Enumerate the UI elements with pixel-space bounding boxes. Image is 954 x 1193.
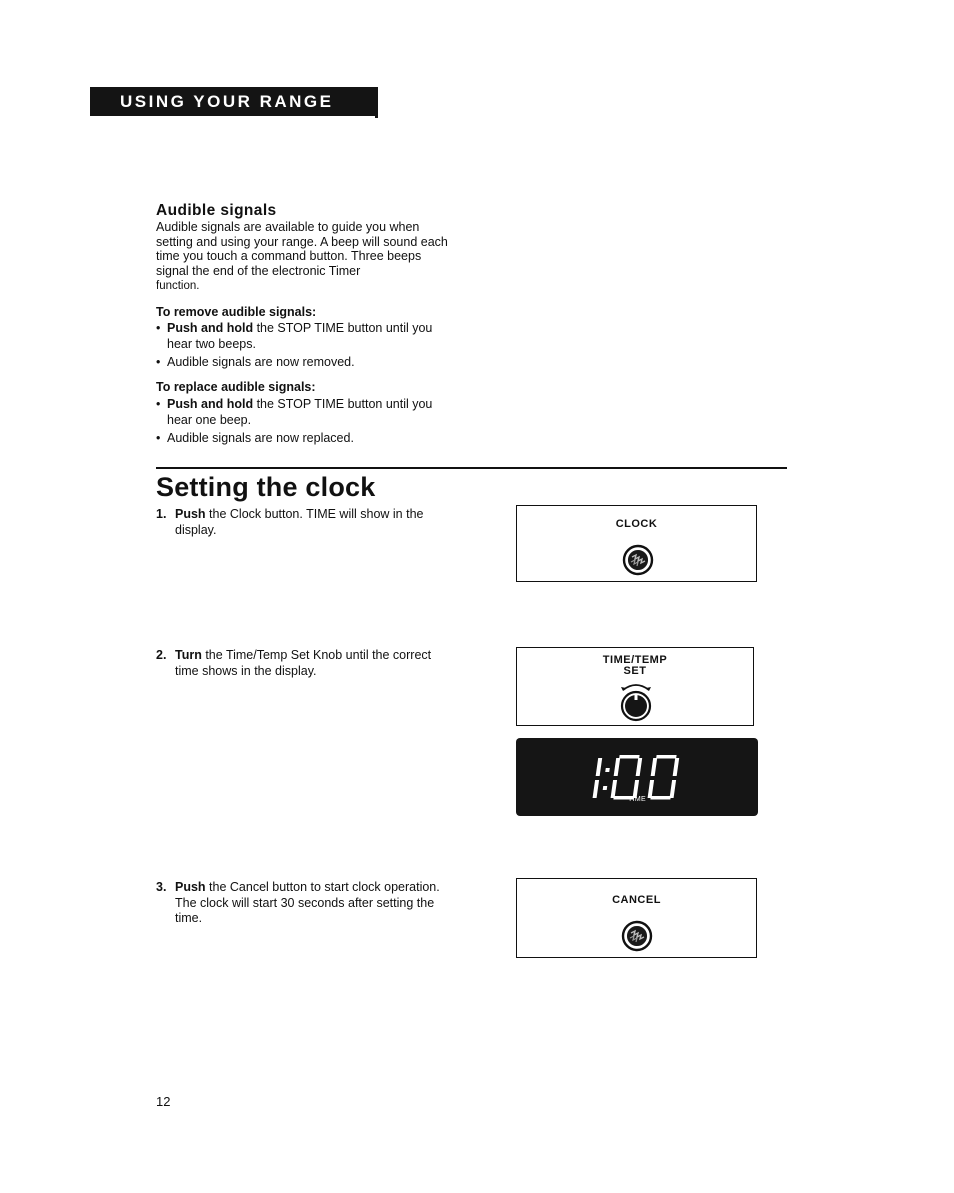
time-temp-set-knob[interactable] (617, 678, 655, 722)
step-1-number: 1. (156, 507, 167, 521)
replace-bullet-2 (156, 431, 456, 447)
banner-edge (375, 87, 378, 118)
audible-intro-text: Audible signals are available to guide you when setting and using your range. A beep will sound each time you touch a command button. Three beeps signal the end of the electronic Timer (156, 220, 448, 278)
display-digits (516, 738, 758, 802)
replace-bullet-1-text: the STOP TIME button until you hear one beep. (167, 397, 433, 427)
replace-bullet-1 (156, 397, 456, 428)
section-divider (156, 467, 787, 469)
step-3-bold: Push (175, 880, 206, 894)
cancel-label: CANCEL (612, 894, 661, 906)
bullet-glyph: • (156, 355, 161, 369)
replace-signals-heading: To replace audible signals: (156, 380, 316, 394)
clock-panel (516, 505, 757, 582)
step-1-bold: Push (175, 507, 206, 521)
cancel-panel (516, 878, 757, 958)
replace-bullet-1-bold: Push and hold (167, 397, 254, 411)
setting-clock-title: Setting the clock (156, 472, 376, 502)
step-2-number: 2. (156, 648, 167, 662)
cancel-button[interactable] (621, 920, 653, 952)
bullet-glyph: • (156, 397, 161, 411)
display-time-caption: TIME (628, 796, 646, 803)
replace-bullet-2-text: Audible signals are now replaced. (167, 431, 354, 445)
knob-label-line1: TIME/TEMP (602, 654, 668, 666)
bullet-glyph: • (156, 321, 161, 335)
step-1-text: the Clock button. TIME will show in the display. (175, 507, 424, 537)
remove-bullet-2-text: Audible signals are now removed. (167, 355, 355, 369)
step-2 (156, 648, 456, 679)
step-3 (156, 880, 456, 927)
section-banner: USING YOUR RANGE (90, 87, 375, 116)
remove-bullet-1-text: the STOP TIME button until you hear two beeps. (167, 321, 433, 351)
page-number: 12 (156, 1094, 171, 1109)
remove-bullet-1-bold: Push and hold (167, 321, 254, 335)
step-2-bold: Turn (175, 648, 202, 662)
clock-label: CLOCK (615, 518, 658, 530)
step-1 (156, 507, 456, 538)
audible-signals-heading: Audible signals (156, 202, 277, 219)
clock-display (516, 738, 758, 816)
bullet-glyph: • (156, 431, 161, 445)
step-3-text: the Cancel button to start clock operation. The clock will start 30 seconds after setting the time. (175, 880, 440, 925)
step-3-number: 3. (156, 880, 167, 894)
time-temp-set-panel (516, 647, 754, 726)
remove-signals-heading: To remove audible signals: (156, 305, 317, 319)
audible-intro-paragraph (156, 220, 456, 294)
remove-bullet-1 (156, 321, 456, 352)
clock-button[interactable] (622, 544, 654, 576)
audible-intro-tail: function. (156, 280, 200, 293)
remove-bullet-2 (156, 355, 456, 371)
step-2-text: the Time/Temp Set Knob until the correct time shows in the display. (175, 648, 432, 678)
knob-label-line2: SET (623, 665, 647, 677)
